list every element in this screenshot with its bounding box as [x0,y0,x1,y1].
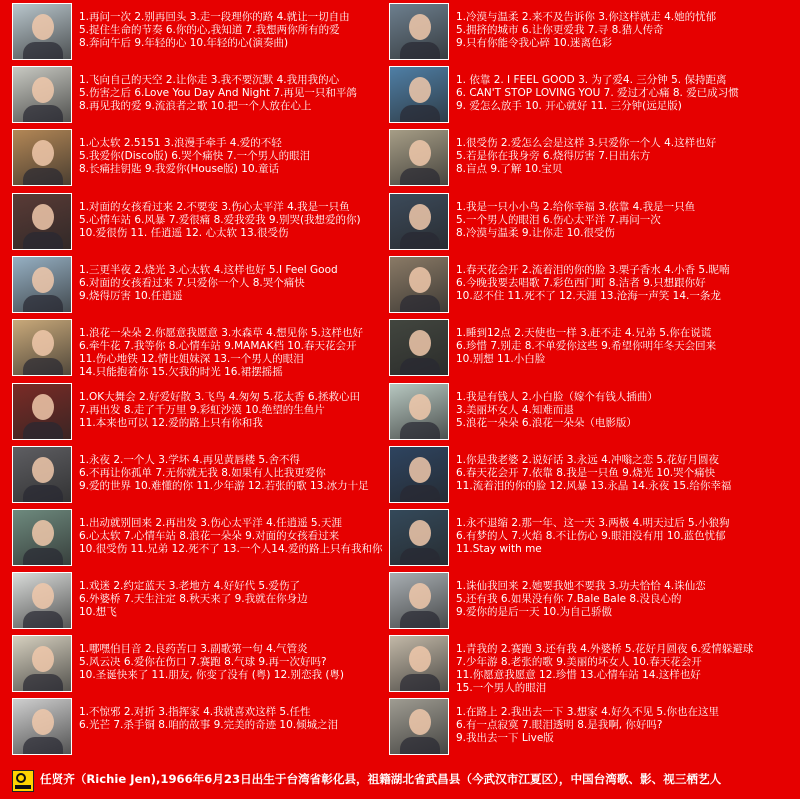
album-entry [0,126,396,186]
track-list [456,454,768,493]
track-line: 1.睡到12点 2.天使也一样 3.赶不走 4.兄弟 5.你在说谎 [456,327,712,339]
record-label-logo-icon [12,770,34,792]
track-line: 11.Stay with me [456,543,542,555]
track-list [79,391,391,430]
album-cover [12,698,72,755]
album-cover [12,193,72,250]
album-cover [12,256,72,313]
track-line: 6.今晚我要去唱歌 7.彩色西门町 8.洁者 9.只想跟你好 [456,277,706,289]
track-list [79,327,391,379]
track-line: 5.我爱你(Disco版) 6.哭个痛快 7.一个男人的眼泪 [79,150,311,162]
track-line: 1.出动就别回来 2.再出发 3.伤心太平洋 4.任逍遥 5.天涯 [79,517,342,529]
track-line: 6.有梦的人 7.火焰 8.不让伤心 9.眼泪没有用 10.蓝色忧郁 [456,530,726,542]
track-line: 8.冷漠与温柔 9.让你走 10.很受伤 [456,227,615,239]
album-entry [0,190,396,250]
album-cover [389,572,449,629]
track-line: 6.有一点寂寞 7.眼泪透明 8.是我啊, 你好吗? [456,719,663,731]
track-list [79,643,391,682]
track-line: 1.青我的 2.赛跑 3.还有我 4.外婆桥 5.花好月圆夜 6.爱情躲避球 [456,643,754,655]
album-cover [12,635,72,692]
track-line: 6.光芒 7.杀手铜 8.咱的故事 9.完美的奇迹 10.倾城之泪 [79,719,339,731]
album-entry [0,506,396,566]
album-cover [12,383,72,440]
track-line: 1.我是有钱人 2.小白脸（嫁个有钱人插曲） [456,391,658,403]
track-list [456,580,768,619]
album-entry [0,253,396,313]
track-list [456,643,768,695]
track-line: 5.伤害之后 6.Love You Day And Night 7.再见一只和平鸽 [79,87,357,99]
track-line: 10.爱很伤 11. 任逍遥 12. 心太软 13.很受伤 [79,227,289,239]
track-line: 5.一个男人的眼泪 6.伤心太平洋 7.再问一次 [456,214,661,226]
album-cover [389,319,449,376]
track-line: 9.烧得厉害 10.任逍遥 [79,290,183,302]
album-cover [12,509,72,566]
track-line: 5.若是你在我身旁 6.烧得厉害 7.日出东方 [456,150,651,162]
track-line: 5.心情车站 6.风暴 7.爱很痛 8.爱我爱我 9.别哭(我想爱的你) [79,214,361,226]
album-cover [389,383,449,440]
album-cover [12,129,72,186]
track-list [79,201,391,240]
album-entry [377,190,773,250]
album-entry [377,632,773,692]
album-cover [389,193,449,250]
track-line: 11.你愿意我愿意 12.珍惜 13.心情车站 14.这样也好 [456,669,701,681]
album-cover [389,66,449,123]
track-line: 1.哪嘿伯目音 2.良药苦口 3.副歌第一句 4.气管炎 [79,643,308,655]
album-cover [389,129,449,186]
track-line: 10.忍不住 11.死不了 12.天涯 13.沧海一声笑 14.一条龙 [456,290,721,302]
track-line: 9.只有你能令我心碎 10.迷离色彩 [456,37,613,49]
album-entry [377,569,773,629]
track-line: 6.外婆桥 7.天生注定 8.秋天来了 9.我就在你身边 [79,593,308,605]
track-line: 1.很受伤 2.爱怎么会是这样 3.只爱你一个人 4.这样也好 [456,137,717,149]
footer [0,762,800,799]
track-line: 15.一个男人的眼泪 [456,682,547,694]
artist-bio: 任贤齐（Richie Jen),1966年6月23日出生于台湾省彰化县，祖籍湖北省武昌县（今武汉市江夏区），中国台湾歌、影、视三栖艺人 [40,772,722,786]
track-line: 6.春天花会开 7.依靠 8.我是一只鱼 9.烧光 10.哭个痛快 [456,467,716,479]
album-entry [377,380,773,440]
track-list [79,11,391,50]
track-line: 1.飞向自己的天空 2.让你走 3.我不要沉默 4.我用我的心 [79,74,340,86]
track-list [79,137,391,176]
track-line: 6.牵牛花 7.我等你 8.心情车站 9.MAMAK档 10.春天花会开 [79,340,357,352]
track-line: 1.三更半夜 2.烧光 3.心太软 4.这样也好 5.I Feel Good [79,264,338,276]
album-entry [0,569,396,629]
album-cover [12,66,72,123]
track-line: 1. 依靠 2. I FEEL GOOD 3. 为了爱4. 三分钟 5. 保持距离 [456,74,727,86]
track-line: 5.还有我 6.如果没有你 7.Bale Bale 8.没良心的 [456,593,682,605]
track-line: 5.拥挤的城市 6.让你更爱我 7.寻 8.猎人传奇 [456,24,664,36]
track-line: 1.戏迷 2.约定蓝天 3.老地方 4.好好代 5.爱伤了 [79,580,300,592]
track-list [456,391,768,430]
track-line: 8.奔向午后 9.年轻的心 10.年轻的心(演奏曲) [79,37,289,49]
track-line: 1.在路上 2.我出去一下 3.想家 4.好久不见 5.你也在这里 [456,706,719,718]
track-line: 8.再见我的爱 9.流浪者之歌 10.把一个人放在心上 [79,100,312,112]
album-entry [0,380,396,440]
album-entry [377,443,773,503]
track-line: 11.伤心地铁 12.情比姐妹深 13.一个男人的眼泪 [79,353,304,365]
track-line: 10.想飞 [79,606,117,618]
track-line: 1.再问一次 2.别再回头 3.走一段理你的路 4.就让一切自由 [79,11,350,23]
album-cover [12,319,72,376]
track-line: 1.对面的女孩看过来 2.不要变 3.伤心太平洋 4.我是一只鱼 [79,201,350,213]
track-line: 1.不惊邪 2.对折 3.指挥家 4.我就喜欢这样 5.任性 [79,706,311,718]
track-line: 1.OK大舞会 2.好爱好散 3.飞鸟 4.匆匆 5.花太香 6.拯救心田 [79,391,360,403]
track-line: 1.你是我老婆 2.说好话 3.永远 4.冲嗡之恋 5.花好月圆夜 [456,454,719,466]
track-line: 9.爱的世界 10.难懂的你 11.少年游 12.若张的歌 13.冰力十足 [79,480,369,492]
track-line: 8.盲点 9.了解 10.宝贝 [456,163,563,175]
album-entry [377,695,773,755]
album-cover [12,572,72,629]
track-line: 7.再出发 8.走了千万里 9.彩虹沙漠 10.绝望的生鱼片 [79,404,325,416]
track-list [79,454,391,493]
track-list [79,580,391,619]
track-list [456,137,768,176]
album-cover [389,3,449,60]
album-entry [0,0,396,60]
track-line: 10.别想 11.小白脸 [456,353,546,365]
track-list [79,706,391,732]
album-cover [389,446,449,503]
track-line: 11.本来也可以 12.爱的路上只有你和我 [79,417,263,429]
track-line: 6.心太软 7.心情车站 8.浪花一朵朵 9.对面的女孩看过来 [79,530,340,542]
track-list [456,11,768,50]
track-line: 8.长痛挂钥匙 9.我爱你(House版) 10.童话 [79,163,280,175]
track-line: 1.我是一只小小鸟 2.给你幸福 3.依靠 4.我是一只鱼 [456,201,696,213]
track-line: 6. CAN'T STOP LOVING YOU 7. 爱过才心痛 8. 爱已成习惯 [456,87,739,99]
track-line: 1.诛仙我回来 2.她要我她不要我 3.功夫恰恰 4.诛仙恋 [456,580,706,592]
track-list [456,264,768,303]
album-entry [0,632,396,692]
track-list [456,327,768,366]
track-line: 1.浪花一朵朵 2.你愿意我愿意 3.水森草 4.想见你 5.这样也好 [79,327,363,339]
track-list [79,264,391,303]
track-list [79,74,391,113]
track-line: 1.冷漠与温柔 2.来不及告诉你 3.你这样就走 4.她的忧郁 [456,11,717,23]
track-line: 1.心太软 2.5151 3.浪漫手牵手 4.爱的不轻 [79,137,282,149]
track-line: 3.美丽坏女人 4.知难而退 [456,404,574,416]
track-line: 9.爱你的是后一天 10.为自己骄傲 [456,606,613,618]
album-cover [12,3,72,60]
track-line: 9.我出去一下 Live版 [456,732,554,744]
album-entry [377,253,773,313]
track-list [456,201,768,240]
album-entry [377,316,773,376]
track-list [456,517,768,556]
track-line: 6.珍惜 7.别走 8.不单爱你这些 9.希望你明年冬天会回来 [456,340,717,352]
album-cover [389,509,449,566]
track-line: 9. 爱怎么放手 10. 开心就好 11. 三分钟(远足版) [456,100,682,112]
track-line: 5.浪花一朵朵 6.浪花一朵朵（电影版） [456,417,637,429]
album-entry [0,316,396,376]
album-cover [389,256,449,313]
track-line: 14.只能抱着你 15.欠我的时光 16.裙摆摇摇 [79,366,283,378]
track-list [456,74,768,113]
album-entry [0,443,396,503]
track-list [456,706,768,745]
track-line: 7.少年游 8.老张的歌 9.美丽的坏女人 10.春天花会开 [456,656,702,668]
album-cover [389,698,449,755]
track-line: 1.永夜 2.一个人 3.学坏 4.再见黄唇楼 5.舍不得 [79,454,300,466]
track-line: 6.不再让你孤单 7.无你就无我 8.如果有人比我更爱你 [79,467,326,479]
album-entry [377,63,773,123]
track-line: 10.圣诞快来了 11.朋友, 你变了没有 (粤) 12.别恋我 (粤) [79,669,345,681]
track-line: 6.对面的女孩看过来 7.只爱你一个人 8.哭个痛快 [79,277,305,289]
track-line: 5.风云决 6.爱你在伤口 7.赛跑 8.气球 9.再一次好吗? [79,656,327,668]
track-line: 1.春天花会开 2.流着泪的你的脸 3.栗子香水 4.小香 5.昵喃 [456,264,730,276]
track-list [79,517,391,556]
track-line: 11.流着泪的你的脸 12.风暴 13.永晶 14.永夜 15.给你幸福 [456,480,732,492]
album-cover [389,635,449,692]
track-line: 5.捉住生命的节奏 6.你的心,我知道 7.我想两你所有的爱 [79,24,340,36]
album-entry [377,0,773,60]
album-entry [377,506,773,566]
album-entry [0,63,396,123]
track-line: 1.永不退缩 2.那一年、这一天 3.两极 4.明天过后 5.小狼狗 [456,517,730,529]
album-entry [0,695,396,755]
album-entry [377,126,773,186]
track-line: 10.很受伤 11.兄弟 12.死不了 13.一个人14.爱的路上只有我和你 [79,543,383,555]
album-cover [12,446,72,503]
